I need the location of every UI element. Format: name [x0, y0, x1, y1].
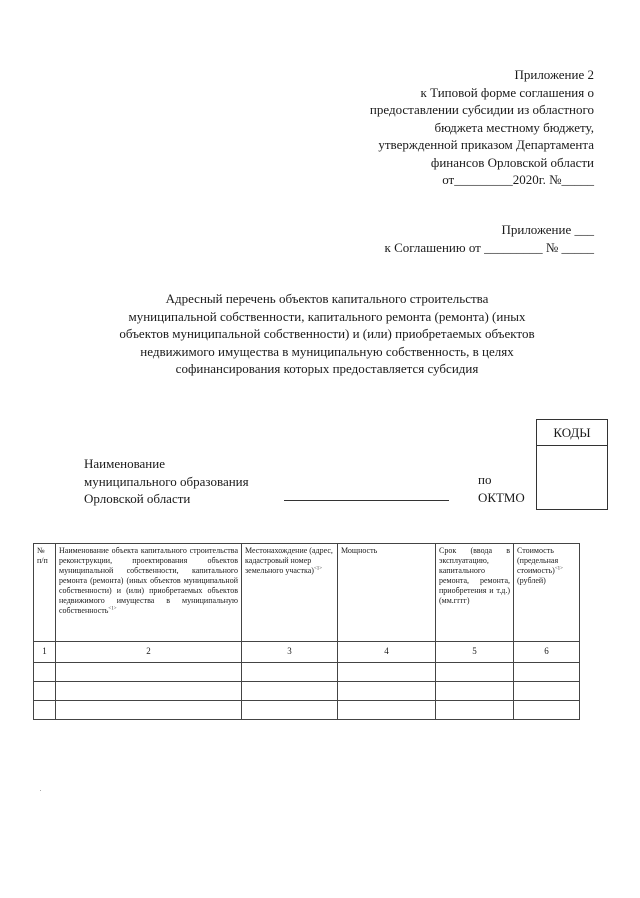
oktmo-line: ОКТМО	[478, 489, 525, 505]
column-number: 5	[436, 642, 514, 663]
table-cell	[56, 701, 242, 720]
column-number-row	[34, 642, 580, 663]
appendix-line: к Типовой форме соглашения о	[420, 84, 594, 100]
oktmo-label	[478, 471, 525, 506]
table-row	[34, 663, 580, 682]
table-cell	[338, 701, 436, 720]
column-number: 4	[338, 642, 436, 663]
column-header	[338, 544, 436, 642]
table-cell	[338, 663, 436, 682]
column-header-text: Срок (ввода в эксплуатацию, капитального ремонта, ремонта, приобретения и т.д.) (мм.гггг)	[439, 546, 510, 605]
appendix-line: утвержденной приказом Департамента	[378, 137, 594, 152]
column-header	[56, 544, 242, 642]
appendix-line: бюджета местному бюджету,	[434, 119, 594, 135]
table-row	[34, 701, 580, 720]
table-cell	[338, 682, 436, 701]
appendix-line: финансов Орловской области	[430, 154, 594, 170]
table-cell	[34, 682, 56, 701]
oktmo-line: по	[478, 472, 492, 487]
table-cell	[514, 682, 580, 701]
table-cell	[436, 663, 514, 682]
agreement-line: Приложение ___	[501, 222, 594, 237]
agreement-header	[385, 221, 595, 256]
column-number: 3	[242, 642, 338, 663]
table-header-row	[34, 544, 580, 642]
footnote-mark: <1>	[554, 566, 563, 572]
document-title	[92, 290, 562, 378]
table-cell	[34, 663, 56, 682]
footnote-mark: <1>	[108, 606, 117, 612]
table-cell	[34, 701, 56, 720]
table-row	[34, 682, 580, 701]
column-number: 2	[56, 642, 242, 663]
column-header-text: Местонахождение (адрес, кадастровый номер земельного участка)	[245, 546, 333, 575]
column-header-text: № п/п	[37, 546, 48, 565]
table-cell	[242, 701, 338, 720]
codes-header: КОДЫ	[536, 419, 608, 446]
agreement-line: к Соглашению от _________ № _____	[384, 239, 594, 255]
municipality-line: муниципального образования	[84, 473, 249, 489]
footnote-mark: <1>	[313, 566, 323, 572]
title-line: объектов муниципальной собственности) и (или) приобретаемых объектов	[119, 326, 535, 341]
column-header-text: Мощность	[341, 546, 378, 555]
municipality-line: Орловской области	[84, 491, 191, 506]
appendix-line: Приложение 2	[514, 67, 594, 82]
appendix-line: от_________2020г. №_____	[442, 172, 594, 187]
table-cell	[242, 663, 338, 682]
objects-table	[33, 543, 580, 720]
municipality-label	[84, 455, 249, 508]
table-cell	[514, 701, 580, 720]
appendix-header	[370, 66, 594, 189]
appendix-line: предоставлении субсидии из областного	[369, 102, 594, 117]
column-header-text: Наименование объекта капитального строительства реконструкции, проектирования объектов муниципальной собственности, капитального ремонта (ремонта) (иных объектов муниципальной собственности) и (или) приобретаемых объектов недвижимого имущества в муниципальную собственность	[59, 546, 238, 615]
scan-speck	[40, 790, 41, 791]
column-header-text: Стоимость (предельная стоимость)	[517, 546, 559, 575]
table-cell	[436, 682, 514, 701]
column-header-suffix: (рублей)	[517, 576, 546, 585]
column-header	[436, 544, 514, 642]
table-cell	[56, 682, 242, 701]
table-cell	[514, 663, 580, 682]
table-cell	[56, 663, 242, 682]
column-header	[242, 544, 338, 642]
title-line: Адресный перечень объектов капитального строительства	[165, 291, 489, 306]
column-number: 6	[514, 642, 580, 663]
title-line: недвижимого имущества в муниципальную собственность, в целях	[140, 343, 514, 359]
title-line: софинансирования которых предоставляется субсидия	[175, 361, 479, 376]
oktmo-code-cell	[536, 445, 608, 510]
title-line: муниципальной собственности, капитального ремонта (ремонта) (иных	[128, 308, 526, 324]
column-header	[34, 544, 56, 642]
municipality-line: Наименование	[84, 456, 165, 471]
column-header	[514, 544, 580, 642]
table-cell	[436, 701, 514, 720]
table-cell	[242, 682, 338, 701]
column-number: 1	[34, 642, 56, 663]
municipality-underline	[284, 500, 449, 501]
